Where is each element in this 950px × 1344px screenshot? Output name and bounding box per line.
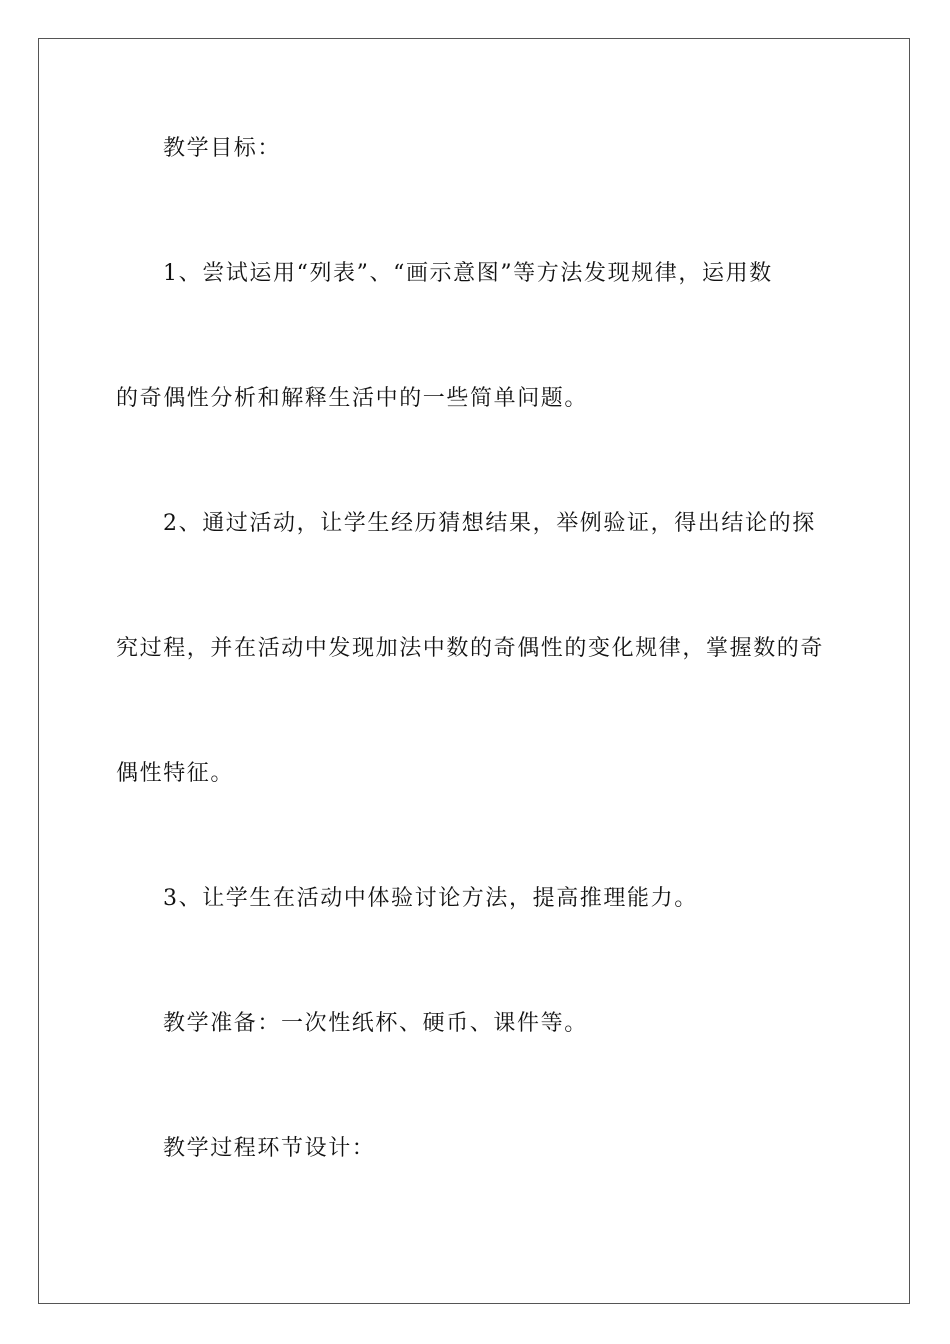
objective-1-line-2: 的奇偶性分析和解释生活中的一些简单问题。 (116, 386, 589, 411)
objective-1-line-1: 1、尝试运用“列表”、“画示意图”等方法发现规律，运用数 (163, 261, 773, 286)
heading-process: 教学过程环节设计： (163, 1136, 376, 1161)
objective-2-line-3: 偶性特征。 (116, 761, 235, 786)
objective-2-line-2: 究过程，并在活动中发现加法中数的奇偶性的变化规律，掌握数的奇 (116, 636, 825, 661)
objective-2-line-1: 2、通过活动，让学生经历猜想结果，举例验证，得出结论的探 (163, 511, 816, 536)
preparation-line: 教学准备：一次性纸杯、硬币、课件等。 (163, 1011, 588, 1036)
heading-objectives: 教学目标： (163, 136, 282, 161)
page-border (38, 38, 910, 1304)
objective-3-line-1: 3、让学生在活动中体验讨论方法，提高推理能力。 (163, 886, 698, 911)
